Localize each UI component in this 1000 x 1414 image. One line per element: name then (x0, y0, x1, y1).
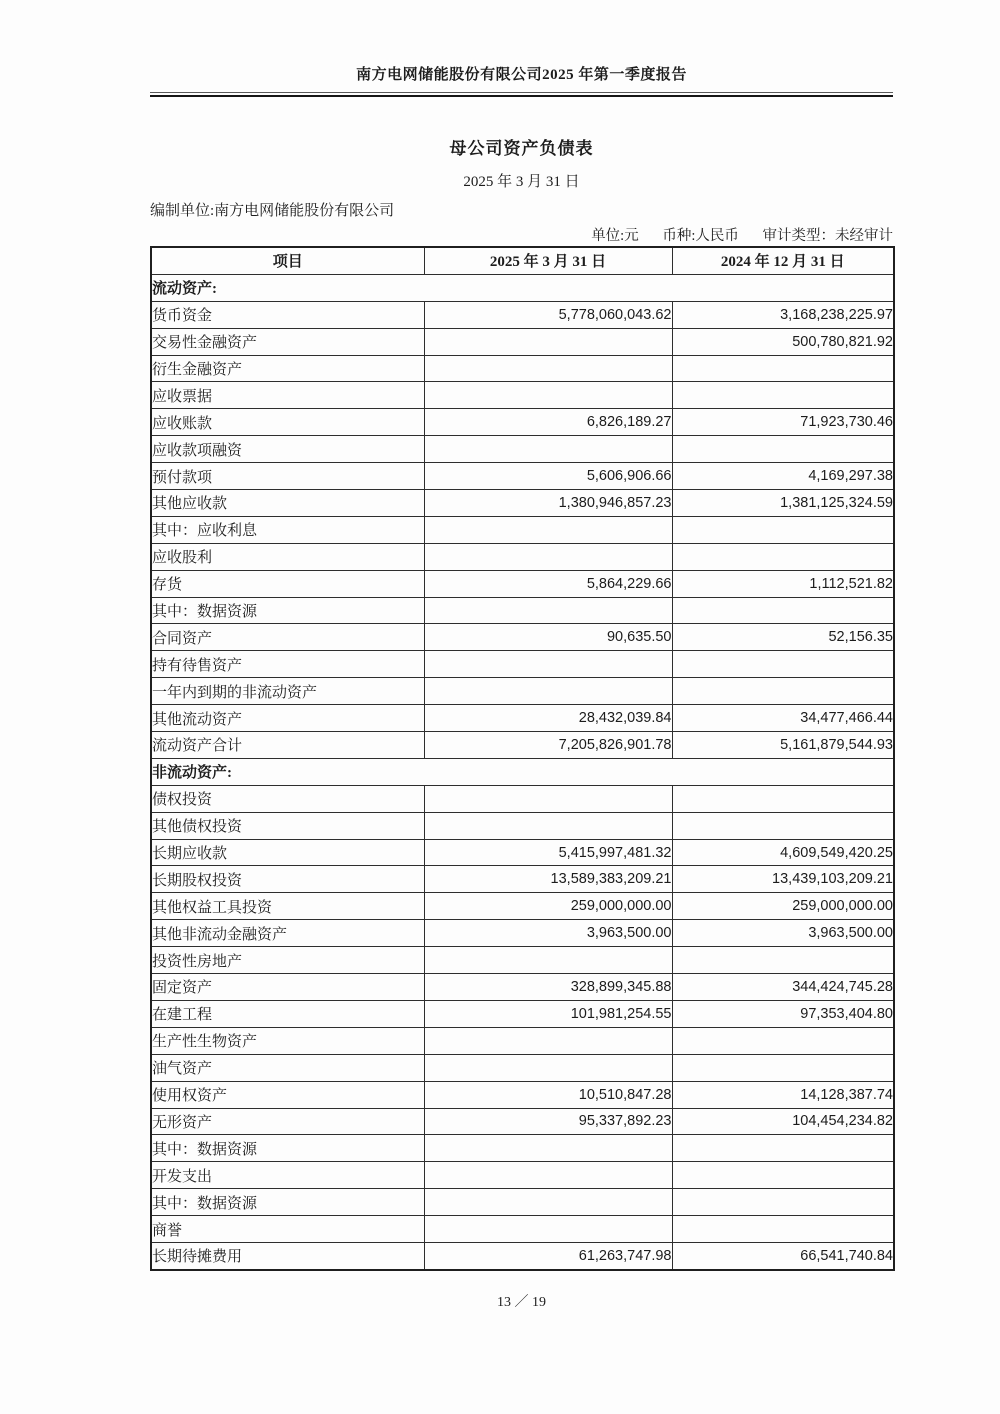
row-label-cell: 生产性生物资产 (151, 1027, 424, 1054)
row-label-cell: 长期待摊费用 (151, 1242, 424, 1269)
table-row (151, 624, 894, 651)
section-label-cell: 非流动资产: (151, 758, 894, 785)
row-label-cell: 油气资产 (151, 1054, 424, 1081)
value-2024-cell (672, 1216, 894, 1243)
value-2024-cell (672, 355, 894, 382)
value-2025-cell (424, 355, 672, 382)
value-2025-cell: 6,826,189.27 (424, 409, 672, 436)
value-2024-cell (672, 1189, 894, 1216)
value-2024-cell: 344,424,745.28 (672, 974, 894, 1001)
balance-sheet-table (150, 246, 895, 1271)
value-2025-cell: 5,415,997,481.32 (424, 839, 672, 866)
table-row (151, 355, 894, 382)
row-label-cell: 其他非流动金融资产 (151, 920, 424, 947)
table-row (151, 597, 894, 624)
column-header-2024: 2024 年 12 月 31 日 (672, 247, 894, 274)
value-2024-cell (672, 436, 894, 463)
table-header-row (151, 247, 894, 274)
table-row (151, 1027, 894, 1054)
table-row (151, 651, 894, 678)
row-label-cell: 存货 (151, 570, 424, 597)
row-label-cell: 其他权益工具投资 (151, 893, 424, 920)
table-row (151, 1081, 894, 1108)
value-2024-cell: 3,168,238,225.97 (672, 301, 894, 328)
value-2025-cell (424, 597, 672, 624)
value-2025-cell: 3,963,500.00 (424, 920, 672, 947)
table-row (151, 866, 894, 893)
table-row (151, 974, 894, 1001)
value-2025-cell: 7,205,826,901.78 (424, 732, 672, 759)
running-header-title: 南方电网储能股份有限公司2025 年第一季度报告 (356, 67, 687, 83)
row-label-cell: 商誉 (151, 1216, 424, 1243)
value-2024-cell (672, 651, 894, 678)
value-2024-cell (672, 1162, 894, 1189)
row-label-cell: 流动资产合计 (151, 732, 424, 759)
table-row (151, 1216, 894, 1243)
row-label-cell: 固定资产 (151, 974, 424, 1001)
value-2025-cell (424, 1162, 672, 1189)
value-2025-cell: 95,337,892.23 (424, 1108, 672, 1135)
prepared-by: 编制单位:南方电网储能股份有限公司 (150, 203, 395, 219)
value-2025-cell: 13,589,383,209.21 (424, 866, 672, 893)
value-2024-cell: 3,963,500.00 (672, 920, 894, 947)
table-row (151, 812, 894, 839)
audit-type-label: 审计类型：未经审计 (762, 228, 893, 244)
table-row (151, 1189, 894, 1216)
unit-currency-audit-line (150, 224, 893, 245)
value-2025-cell: 10,510,847.28 (424, 1081, 672, 1108)
row-label-cell: 长期股权投资 (151, 866, 424, 893)
table-row (151, 436, 894, 463)
row-label-cell: 其他债权投资 (151, 812, 424, 839)
table-row (151, 1242, 894, 1269)
table-row (151, 732, 894, 759)
value-2024-cell: 1,381,125,324.59 (672, 490, 894, 517)
value-2024-cell (672, 516, 894, 543)
table-row (151, 301, 894, 328)
row-label-cell: 应收股利 (151, 543, 424, 570)
row-label-cell: 合同资产 (151, 624, 424, 651)
row-label-cell: 持有待售资产 (151, 651, 424, 678)
document-title: 母公司资产负债表 (449, 139, 594, 158)
value-2024-cell (672, 1135, 894, 1162)
value-2024-cell: 14,128,387.74 (672, 1081, 894, 1108)
value-2024-cell (672, 812, 894, 839)
row-label-cell: 一年内到期的非流动资产 (151, 678, 424, 705)
value-2025-cell: 28,432,039.84 (424, 705, 672, 732)
value-2024-cell (672, 947, 894, 974)
value-2025-cell (424, 1189, 672, 1216)
row-label-cell: 其中：数据资源 (151, 1135, 424, 1162)
table-row (151, 893, 894, 920)
value-2025-cell (424, 947, 672, 974)
balance-sheet-body (151, 274, 894, 1269)
value-2024-cell (672, 678, 894, 705)
value-2025-cell: 101,981,254.55 (424, 1000, 672, 1027)
currency-label: 币种:人民币 (662, 228, 739, 244)
table-row (151, 678, 894, 705)
table-row (151, 570, 894, 597)
value-2024-cell: 97,353,404.80 (672, 1000, 894, 1027)
value-2025-cell (424, 785, 672, 812)
value-2024-cell: 13,439,103,209.21 (672, 866, 894, 893)
value-2025-cell (424, 328, 672, 355)
table-row (151, 1054, 894, 1081)
value-2025-cell: 61,263,747.98 (424, 1242, 672, 1269)
value-2024-cell: 34,477,466.44 (672, 705, 894, 732)
row-label-cell: 使用权资产 (151, 1081, 424, 1108)
value-2025-cell (424, 1135, 672, 1162)
value-2024-cell: 71,923,730.46 (672, 409, 894, 436)
page-number: 13 ／ 19 (497, 1295, 546, 1310)
row-label-cell: 开发支出 (151, 1162, 424, 1189)
table-row (151, 543, 894, 570)
row-label-cell: 其中：数据资源 (151, 597, 424, 624)
value-2025-cell (424, 1054, 672, 1081)
value-2024-cell (672, 785, 894, 812)
section-row (151, 758, 894, 785)
row-label-cell: 其他流动资产 (151, 705, 424, 732)
row-label-cell: 长期应收款 (151, 839, 424, 866)
row-label-cell: 其中：应收利息 (151, 516, 424, 543)
value-2025-cell (424, 436, 672, 463)
value-2025-cell (424, 1216, 672, 1243)
value-2025-cell (424, 651, 672, 678)
table-row (151, 785, 894, 812)
value-2025-cell (424, 543, 672, 570)
table-row (151, 1162, 894, 1189)
table-row (151, 839, 894, 866)
row-label-cell: 无形资产 (151, 1108, 424, 1135)
value-2025-cell (424, 382, 672, 409)
value-2025-cell: 259,000,000.00 (424, 893, 672, 920)
row-label-cell: 预付款项 (151, 463, 424, 490)
value-2024-cell: 66,541,740.84 (672, 1242, 894, 1269)
value-2025-cell: 90,635.50 (424, 624, 672, 651)
row-label-cell: 应收票据 (151, 382, 424, 409)
value-2024-cell: 5,161,879,544.93 (672, 732, 894, 759)
table-row (151, 328, 894, 355)
row-label-cell: 交易性金融资产 (151, 328, 424, 355)
value-2025-cell: 1,380,946,857.23 (424, 490, 672, 517)
row-label-cell: 应收款项融资 (151, 436, 424, 463)
row-label-cell: 衍生金融资产 (151, 355, 424, 382)
row-label-cell: 其中：数据资源 (151, 1189, 424, 1216)
table-row (151, 409, 894, 436)
value-2025-cell: 5,778,060,043.62 (424, 301, 672, 328)
value-2024-cell: 4,609,549,420.25 (672, 839, 894, 866)
table-row (151, 382, 894, 409)
column-header-item: 项目 (151, 247, 424, 274)
value-2025-cell: 328,899,345.88 (424, 974, 672, 1001)
value-2025-cell: 5,864,229.66 (424, 570, 672, 597)
row-label-cell: 应收账款 (151, 409, 424, 436)
header-rule (150, 92, 893, 97)
value-2024-cell: 500,780,821.92 (672, 328, 894, 355)
value-2024-cell: 1,112,521.82 (672, 570, 894, 597)
section-label-cell: 流动资产: (151, 274, 894, 301)
value-2025-cell (424, 678, 672, 705)
table-row (151, 516, 894, 543)
value-2024-cell: 104,454,234.82 (672, 1108, 894, 1135)
table-row (151, 705, 894, 732)
table-row (151, 463, 894, 490)
value-2024-cell (672, 597, 894, 624)
row-label-cell: 在建工程 (151, 1000, 424, 1027)
value-2024-cell: 4,169,297.38 (672, 463, 894, 490)
table-row (151, 1135, 894, 1162)
value-2024-cell: 259,000,000.00 (672, 893, 894, 920)
row-label-cell: 投资性房地产 (151, 947, 424, 974)
table-row (151, 490, 894, 517)
table-row (151, 947, 894, 974)
statement-date: 2025 年 3 月 31 日 (463, 174, 580, 190)
row-label-cell: 债权投资 (151, 785, 424, 812)
row-label-cell: 货币资金 (151, 301, 424, 328)
value-2024-cell (672, 1054, 894, 1081)
value-2025-cell (424, 516, 672, 543)
value-2024-cell (672, 1027, 894, 1054)
value-2025-cell (424, 812, 672, 839)
value-2024-cell (672, 382, 894, 409)
unit-label: 单位:元 (591, 228, 639, 244)
value-2024-cell: 52,156.35 (672, 624, 894, 651)
table-row (151, 920, 894, 947)
table-row (151, 1108, 894, 1135)
table-row (151, 1000, 894, 1027)
value-2025-cell: 5,606,906.66 (424, 463, 672, 490)
value-2024-cell (672, 543, 894, 570)
section-row (151, 274, 894, 301)
value-2025-cell (424, 1027, 672, 1054)
column-header-2025: 2025 年 3 月 31 日 (424, 247, 672, 274)
row-label-cell: 其他应收款 (151, 490, 424, 517)
